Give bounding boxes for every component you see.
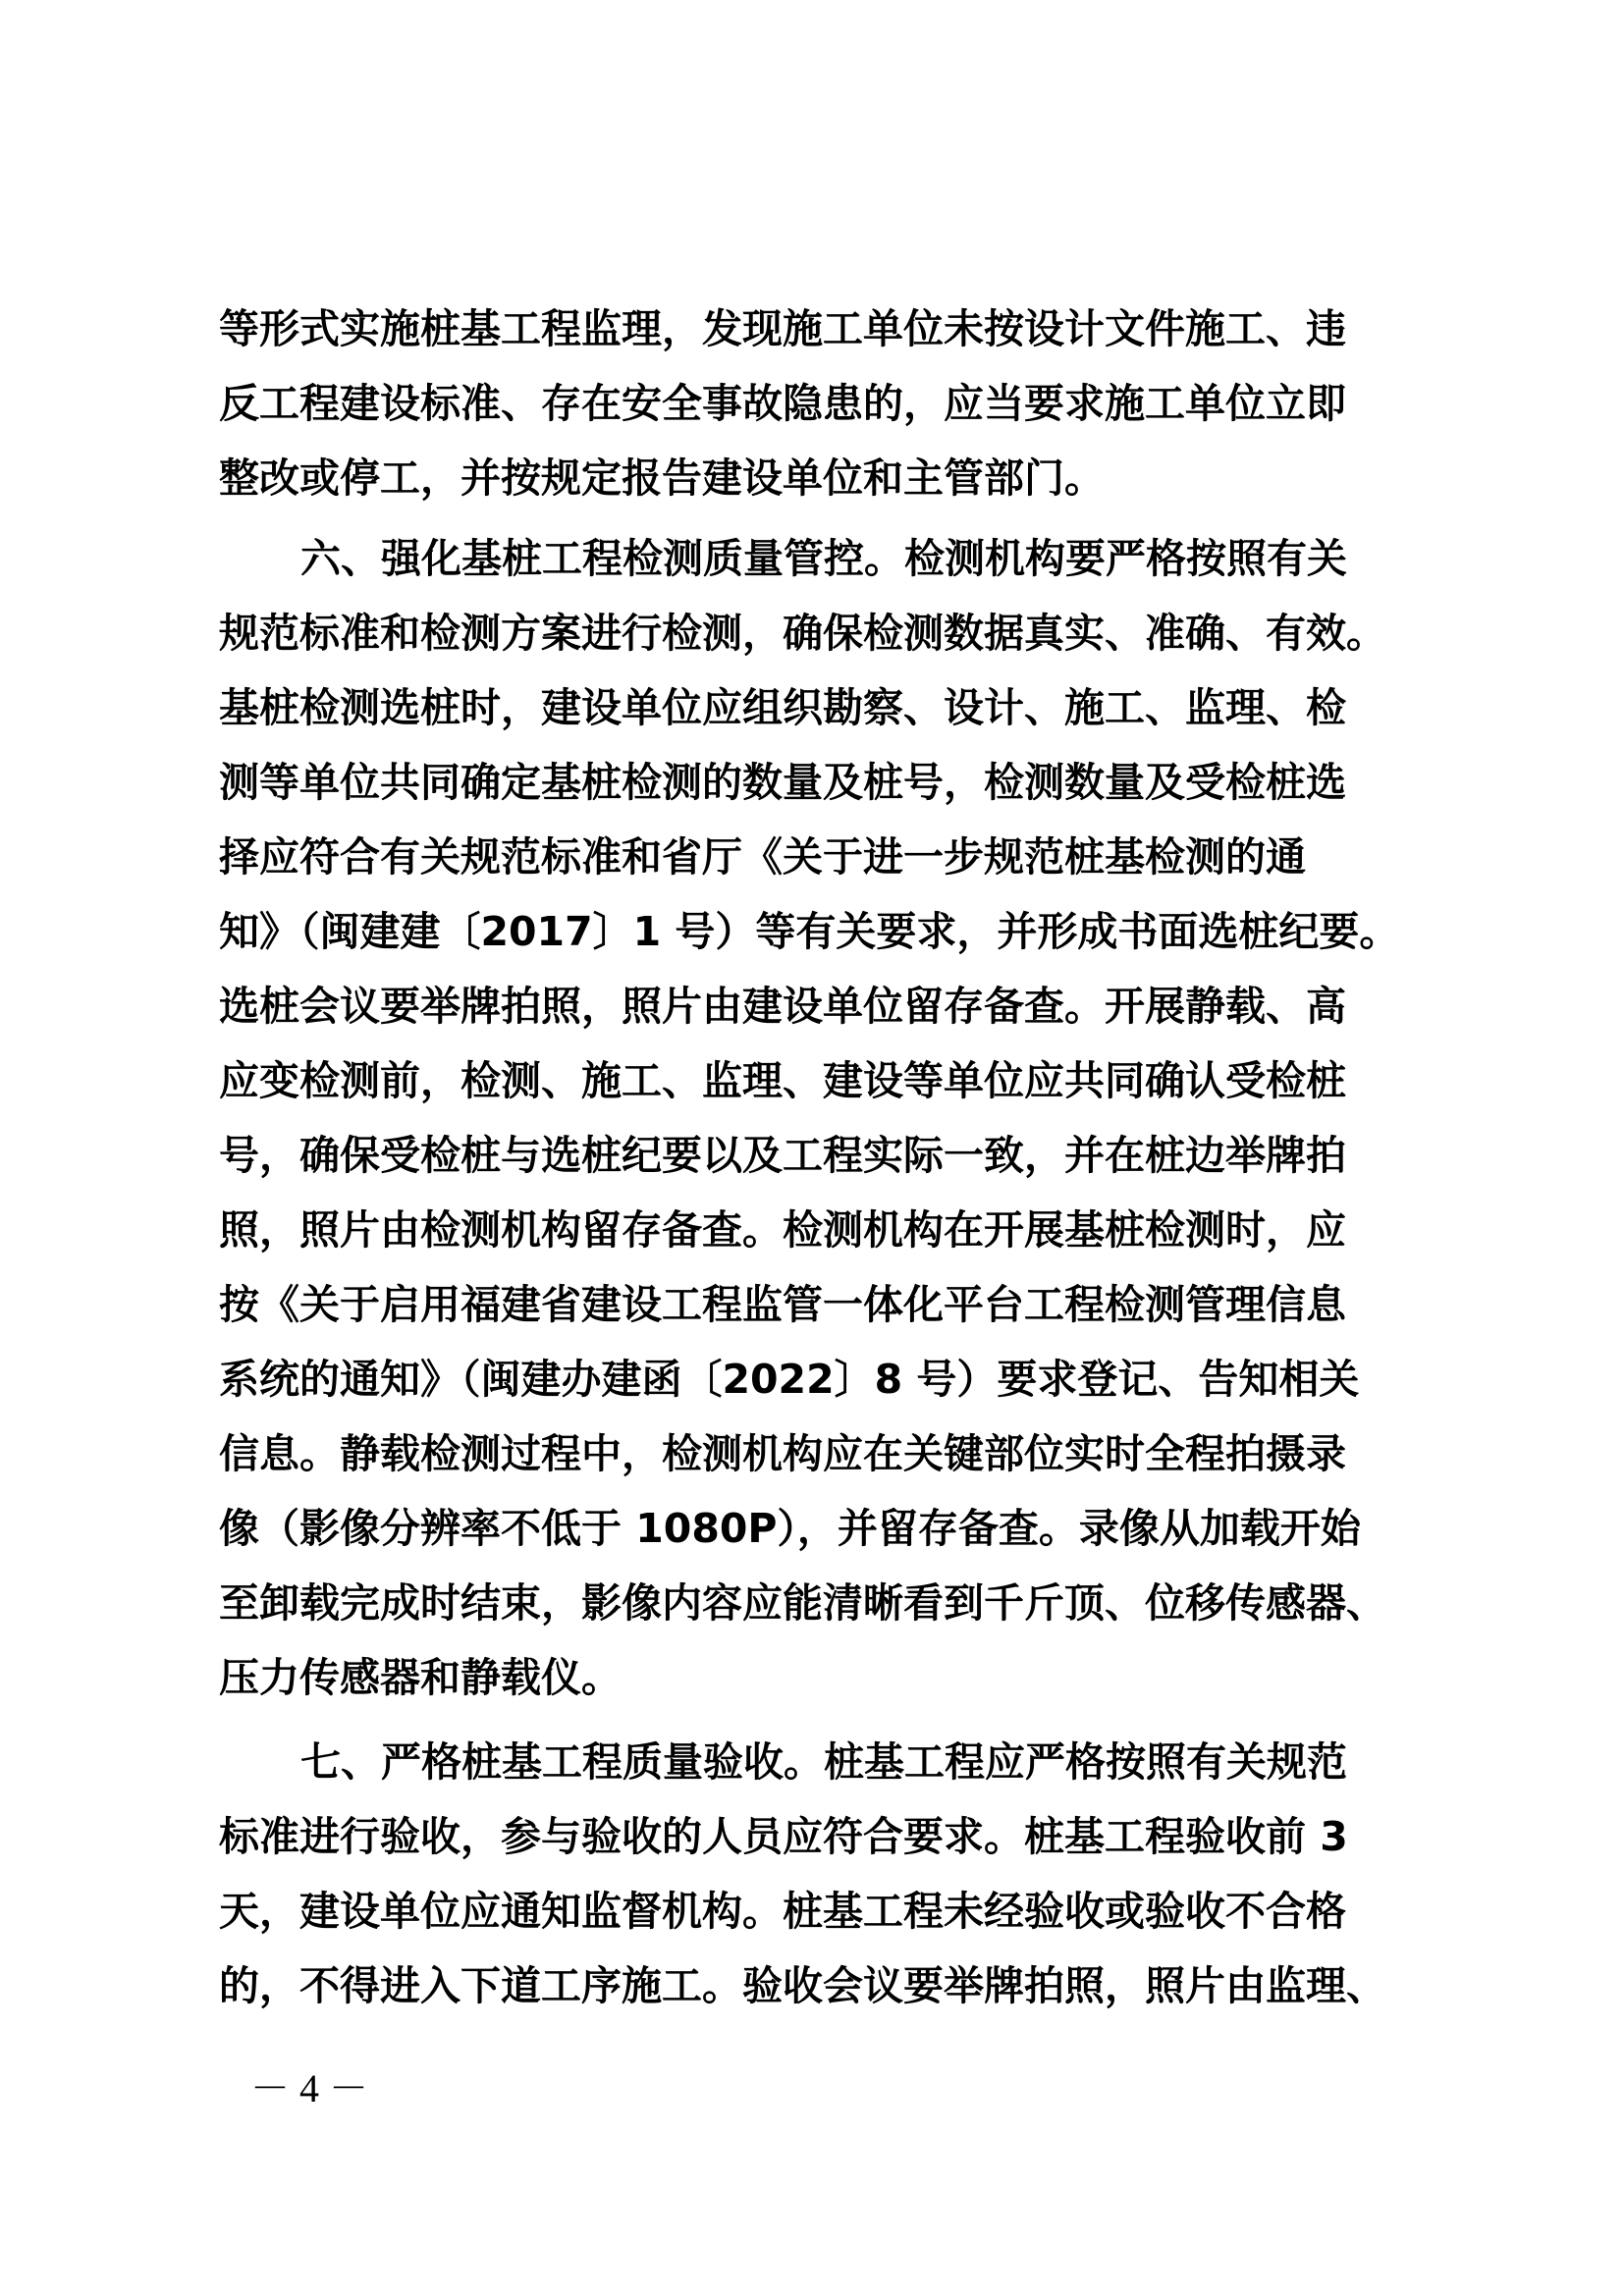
text-line: 反工程建设标准、存在安全事故隐患的，应当要求施工单位立即: [219, 380, 1346, 427]
text-line: 规范标准和检测方案进行检测，确保检测数据真实、准确、有效。: [219, 610, 1386, 657]
text-line: 等形式实施桩基工程监理，发现施工单位未按设计文件施工、违: [219, 305, 1346, 352]
text-line: 信息。静载检测过程中，检测机构应在关键部位实时全程拍摄录: [219, 1430, 1346, 1477]
text-line: 基桩检测选桩时，建设单位应组织勘察、设计、施工、监理、检: [219, 684, 1346, 731]
text-line: 天，建设单位应通知监督机构。桩基工程未经验收或验收不合格: [219, 1888, 1346, 1935]
text-line: 择应符合有关规范标准和省厅《关于进一步规范桩基检测的通: [219, 833, 1306, 881]
text-line: 应变检测前，检测、施工、监理、建设等单位应共同确认受检桩: [219, 1057, 1346, 1104]
text-line: 号，确保受检桩与选桩纪要以及工程实际一致，并在桩边举牌拍: [219, 1132, 1346, 1179]
text-line: 知》（闽建建〔2017〕1 号）等有关要求，并形成书面选桩纪要。: [219, 908, 1400, 955]
paragraph-heading-seven: 七、严格桩基工程质量验收。桩基工程应严格按照有关规范: [300, 1738, 1347, 1786]
page-number: － 4 －: [250, 2066, 368, 2110]
text-line: 至卸载完成时结束，影像内容应能清晰看到千斤顶、位移传感器、: [219, 1579, 1386, 1627]
text-line: 照，照片由检测机构留存备查。检测机构在开展基桩检测时，应: [219, 1206, 1346, 1254]
text-line: 按《关于启用福建省建设工程监管一体化平台工程检测管理信息: [219, 1281, 1346, 1328]
paragraph-heading-six: 六、强化基桩工程检测质量管控。检测机构要严格按照有关: [300, 535, 1347, 582]
text-line: 标准进行验收，参与验收的人员应符合要求。桩基工程验收前 3: [219, 1813, 1348, 1860]
text-line: 测等单位共同确定基桩检测的数量及桩号，检测数量及受检桩选: [219, 759, 1346, 806]
text-line: 整改或停工，并按规定报告建设单位和主管部门。: [219, 454, 1105, 502]
text-line: 选桩会议要举牌拍照，照片由建设单位留存备查。开展静载、高: [219, 983, 1346, 1030]
text-line: 像（影像分辨率不低于 1080P），并留存备查。录像从加载开始: [219, 1505, 1361, 1552]
text-line: 压力传感器和静载仪。: [219, 1654, 622, 1701]
text-line: 系统的通知》（闽建办建函〔2022〕8 号）要求登记、告知相关: [219, 1356, 1360, 1403]
text-line: 的，不得进入下道工序施工。验收会议要举牌拍照，照片由监理、: [219, 1962, 1386, 2009]
